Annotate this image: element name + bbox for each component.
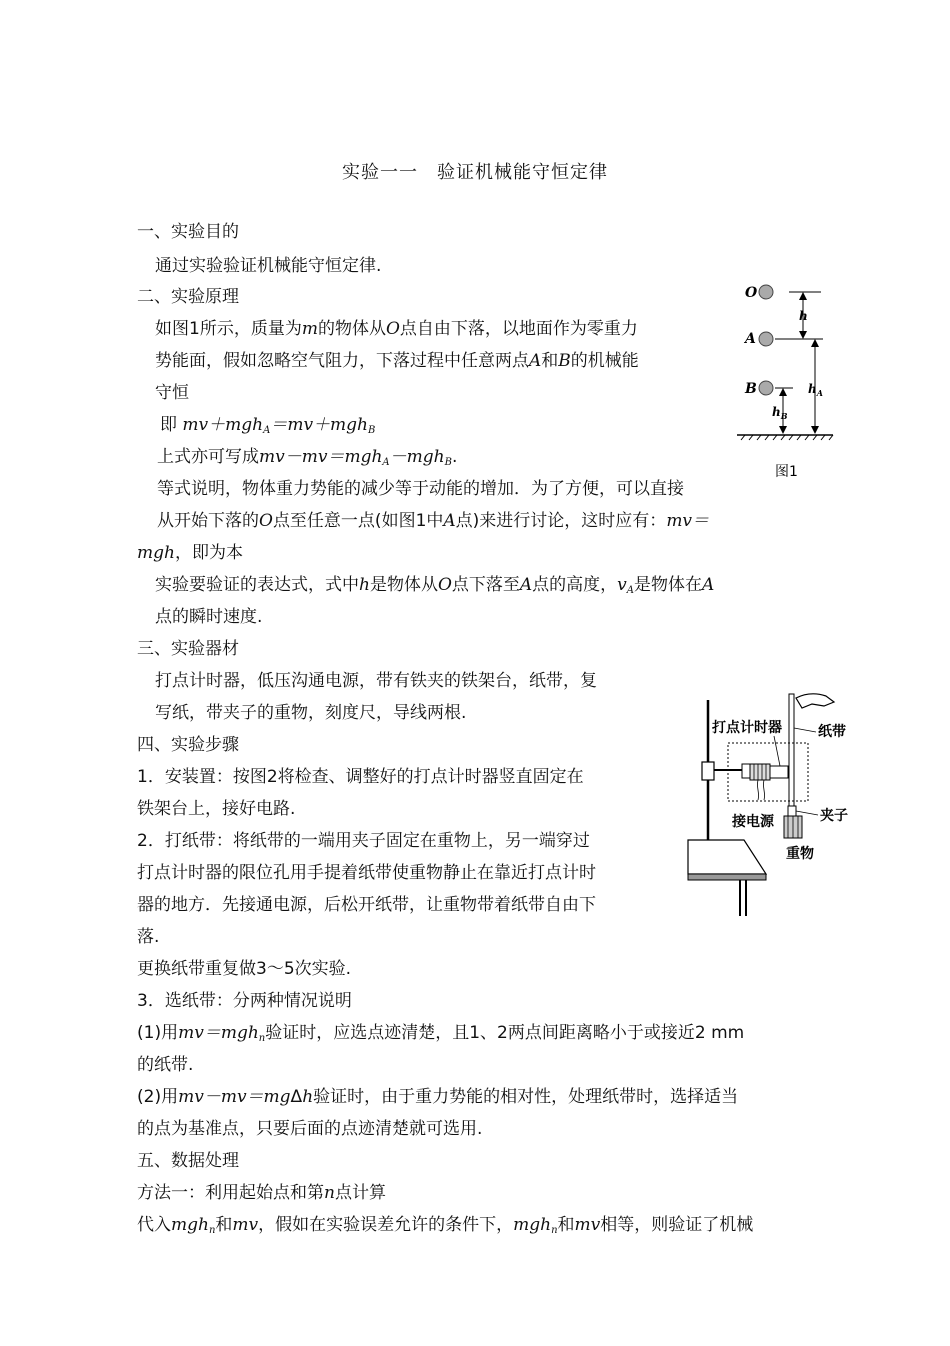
figure-2-apparatus-diagram: [684, 688, 854, 920]
fig2-label-tape: 纸带: [818, 724, 846, 740]
case-2-line-1: (2)用mv－mv＝mgΔh验证时，由于重力势能的相对性，处理纸带时，选择适当: [137, 1087, 739, 1107]
principle-line-5: 从开始下落的O点至任意一点(如图1中A点)来进行讨论，这时应有：mv＝: [157, 511, 710, 531]
fig2-clip: [788, 806, 796, 816]
fig1-label-h: h: [799, 309, 808, 323]
fig1-arrowhead: [811, 426, 819, 434]
case-2-line-2: 的点为基准点，只要后面的点迹清楚就可选用.: [137, 1119, 483, 1139]
principle-line-4: 等式说明，物体重力势能的减少等于动能的增加．为了方便，可以直接: [157, 479, 684, 499]
section-heading-steps: 四、实验步骤: [137, 735, 239, 755]
fig1-ball-b: [759, 381, 773, 395]
section-heading-equipment: 三、实验器材: [137, 639, 239, 659]
fig1-label-a: A: [745, 331, 756, 347]
equipment-line-2: 写纸，带夹子的重物，刻度尺，导线两根.: [155, 703, 467, 723]
fig2-label-power: 接电源: [732, 814, 774, 830]
figure-1-free-fall-diagram: [735, 280, 845, 485]
section-heading-purpose: 一、实验目的: [137, 222, 239, 242]
fig1-arrowhead: [799, 331, 807, 339]
step-2-line-5: 更换纸带重复做3～5次实验.: [137, 959, 352, 979]
fig2-wire: [757, 780, 758, 800]
fig1-arrowhead: [779, 388, 787, 396]
step-3-line: 3．选纸带：分两种情况说明: [137, 991, 352, 1011]
equation-1: 即 mv＋mgh$_A$＝mv＋mgh$_B$: [160, 415, 376, 436]
principle-line-8: 点的瞬时速度.: [155, 607, 263, 627]
fig2-table-edge: [688, 874, 766, 880]
fig1-ball-a: [759, 332, 773, 346]
fig2-leader-line: [774, 736, 780, 766]
fig2-wire: [763, 780, 764, 800]
fig2-timer-body: [750, 764, 770, 780]
principle-line-6: mgh，即为本: [137, 543, 243, 563]
principle-line-7: 实验要验证的表达式，式中h是物体从O点下落至A点的高度，$v_A$是物体在A: [155, 575, 715, 596]
fig2-table-top: [688, 840, 766, 874]
step-2-line-2: 打点计时器的限位孔用手提着纸带使重物静止在靠近打点计时: [137, 863, 596, 883]
fig2-paper-tape: [789, 694, 794, 806]
fig1-caption: 图1: [775, 464, 798, 480]
purpose-text: 通过实验验证机械能守恒定律.: [155, 256, 382, 276]
fig2-label-weight: 重物: [786, 846, 814, 862]
fig2-clamp-jaw: [742, 764, 750, 778]
fig1-arrowhead: [779, 426, 787, 434]
method-1-line: 代入mgh$_n$和mv，假如在实验误差允许的条件下，mgh$_n$和mv相等，则验证了机械: [137, 1215, 754, 1236]
step-2-line-1: 2．打纸带：将纸带的一端用夹子固定在重物上，另一端穿过: [137, 831, 590, 851]
fig1-label-o: O: [745, 285, 758, 301]
fig1-label-b: B: [745, 381, 757, 397]
equipment-line-1: 打点计时器，低压沟通电源，带有铁夹的铁架台，纸带，复: [155, 671, 597, 691]
fig2-timer-head: [770, 766, 788, 778]
fig2-label-clip: 夹子: [820, 808, 848, 824]
principle-line-3: 守恒: [155, 383, 189, 403]
step-2-line-3: 器的地方．先接通电源，后松开纸带，让重物带着纸带自由下: [137, 895, 596, 915]
step-2-line-4: 落.: [137, 927, 160, 947]
method-1-heading: 方法一：利用起始点和第n点计算: [137, 1183, 386, 1203]
page-title: 实验一一 验证机械能守恒定律: [342, 162, 608, 183]
fig1-label-hb: $h_B$: [772, 405, 788, 421]
step-1-line-1: 1．安装置：按图2将检查、调整好的打点计时器竖直固定在: [137, 767, 584, 787]
principle-line-1: 如图1所示，质量为m的物体从O点自由下落，以地面作为零重力: [155, 319, 638, 339]
case-1-line-2: 的纸带.: [137, 1055, 194, 1075]
fig1-ball-o: [759, 285, 773, 299]
section-heading-data: 五、数据处理: [137, 1151, 239, 1171]
hand-icon: [796, 694, 834, 708]
step-1-line-2: 铁架台上，接好电路.: [137, 799, 296, 819]
fig2-leader-line: [796, 811, 818, 815]
fig1-arrowhead: [811, 339, 819, 347]
equation-2: 上式亦可写成mv－mv＝mgh$_A$－mgh$_B$.: [157, 447, 458, 468]
fig1-arrowhead: [799, 292, 807, 300]
fig2-leader-line: [794, 728, 816, 732]
fig2-rod-clamp: [702, 762, 714, 780]
section-heading-principle: 二、实验原理: [137, 287, 239, 307]
fig2-label-timer: 打点计时器: [712, 720, 782, 736]
principle-line-2: 势能面，假如忽略空气阻力，下落过程中任意两点A和B的机械能: [155, 351, 639, 371]
fig1-label-ha: $h_A$: [808, 382, 823, 398]
case-1-line-1: (1)用mv＝mgh$_n$验证时，应选点迹清楚，且1、2两点间距离略小于或接近2 mm: [137, 1023, 745, 1044]
